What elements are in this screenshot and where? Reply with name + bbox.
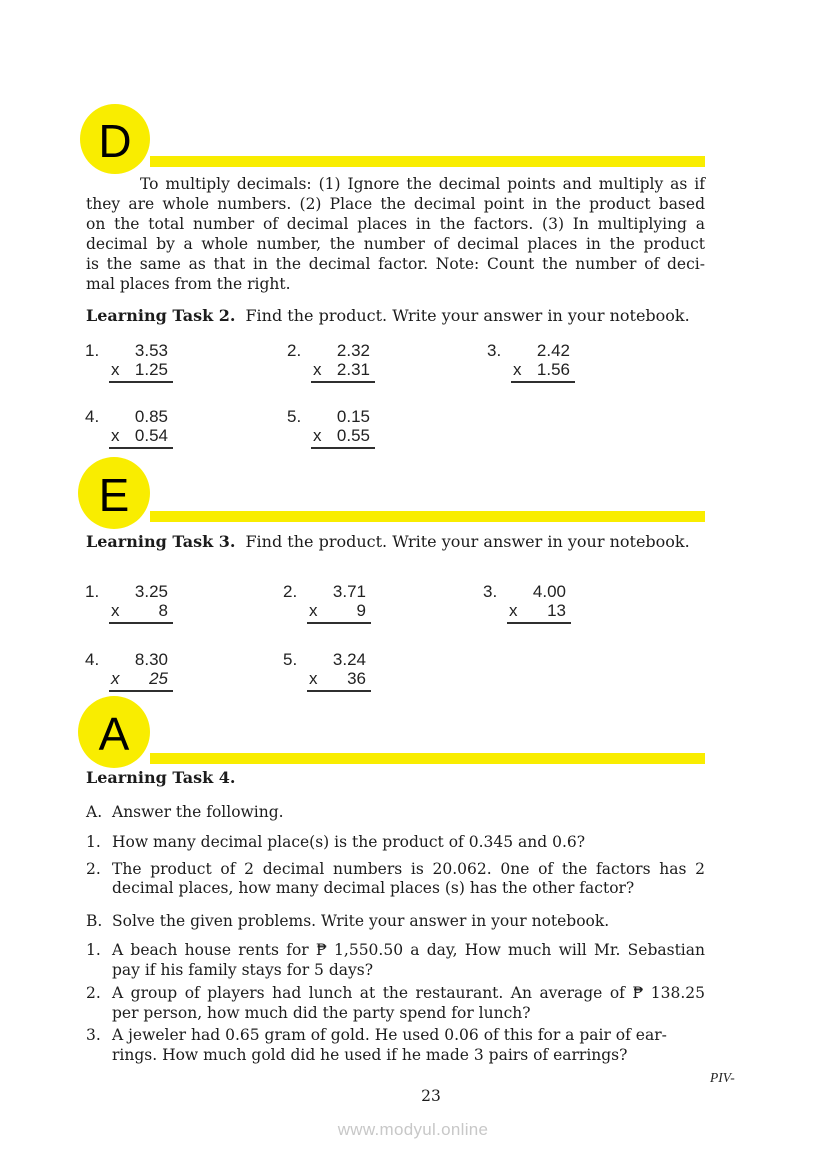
list-item	[86, 983, 705, 1023]
intro-line: they are whole numbers. (2) Place the decimal point in the product based	[86, 195, 705, 213]
list-item-line: per person, how much did the party spend for lunch?	[112, 1004, 531, 1022]
list-item	[86, 860, 705, 898]
problem-multiplicand: 2.42	[536, 341, 570, 360]
problem-multiplicand: 0.85	[134, 407, 168, 426]
task4-heading	[86, 768, 235, 787]
list-item	[86, 940, 705, 980]
list-item	[86, 832, 705, 852]
list-item-number: 1.	[86, 833, 101, 851]
problem-number: 2.	[283, 582, 298, 601]
footer-code: PIV-	[710, 1070, 735, 1085]
list-item-line: A group of players had lunch at the restaurant. An average of ₱ 138.25	[112, 984, 705, 1002]
multiplication-problem	[283, 650, 371, 692]
multiplication-problem	[85, 341, 173, 383]
multiply-sign: x	[111, 601, 120, 620]
multiply-sign: x	[309, 669, 318, 688]
intro-line: mal places from the right.	[86, 275, 291, 293]
part-label: B.	[86, 912, 103, 930]
multiplication-problem	[287, 407, 375, 449]
multiplication-problem	[483, 582, 571, 624]
problem-multiplier: 0.54	[134, 426, 168, 445]
problem-multiplicand: 3.71	[332, 582, 366, 601]
problem-multiplicand: 0.15	[336, 407, 370, 426]
task4-title: Learning Task 4.	[86, 768, 236, 787]
problem-multiplier: 0.55	[336, 426, 370, 445]
section-a-badge	[78, 696, 150, 768]
problem-multiplier: 1.25	[134, 360, 168, 379]
problem-number: 4.	[85, 407, 100, 426]
problem-number: 3.	[487, 341, 502, 360]
list-item-line: A jeweler had 0.65 gram of gold. He used 0.06 of this for a pair of ear-	[112, 1026, 667, 1044]
problem-multiplier: 36	[347, 669, 366, 688]
problem-multiplier: 13	[547, 601, 566, 620]
section-d-divider-bar	[150, 156, 705, 167]
task3-heading	[86, 532, 690, 551]
multiply-sign: x	[309, 601, 318, 620]
list-item-line: decimal places, how many decimal places (s) has the other factor?	[112, 879, 635, 897]
multiply-sign: x	[313, 360, 322, 379]
problem-number: 5.	[283, 650, 298, 669]
intro-paragraph	[86, 174, 705, 294]
list-item-line: The product of 2 decimal numbers is 20.062. 0ne of the factors has 2	[112, 860, 705, 878]
intro-line: is the same as that in the decimal factor. Note: Count the number of deci-	[86, 255, 705, 273]
problem-multiplier: 9	[356, 601, 366, 620]
list-item-line: rings. How much gold did he used if he made 3 pairs of earrings?	[112, 1046, 628, 1064]
problem-multiplicand: 3.53	[134, 341, 168, 360]
problem-multiplicand: 8.30	[134, 650, 168, 669]
multiplication-problem	[85, 650, 173, 692]
intro-line: on the total number of decimal places in the factors. (3) In multiplying a	[86, 215, 705, 233]
list-item-number: 3.	[86, 1026, 101, 1044]
list-item-line: A beach house rents for ₱ 1,550.50 a day, How much will Mr. Sebastian	[112, 941, 705, 959]
task3-title: Learning Task 3.	[86, 532, 236, 551]
problem-multiplicand: 3.25	[134, 582, 168, 601]
task3-instruction: Find the product. Write your answer in your notebook.	[245, 532, 690, 551]
problem-number: 3.	[483, 582, 498, 601]
section-e-letter: E	[98, 468, 130, 521]
multiplication-problem	[287, 341, 375, 383]
section-d-letter: D	[98, 114, 132, 167]
task2-title: Learning Task 2.	[86, 306, 236, 325]
problem-multiplicand: 3.24	[332, 650, 366, 669]
multiplication-problem	[283, 582, 371, 624]
list-item-line: How many decimal place(s) is the product of 0.345 and 0.6?	[112, 833, 586, 851]
section-d-badge	[80, 104, 150, 174]
list-item-line: pay if his family stays for 5 days?	[112, 961, 374, 979]
multiply-sign: x	[111, 360, 120, 379]
problem-number: 4.	[85, 650, 100, 669]
section-e-badge	[78, 457, 150, 529]
problem-number: 2.	[287, 341, 302, 360]
task4-part-b-heading	[86, 911, 705, 931]
problem-multiplier: 8	[158, 601, 168, 620]
problem-multiplicand: 2.32	[336, 341, 370, 360]
multiplication-problem	[85, 582, 173, 624]
multiply-sign: x	[509, 601, 518, 620]
intro-line: decimal by a whole number, the number of decimal places in the product	[86, 235, 705, 253]
problem-multiplier: 1.56	[536, 360, 570, 379]
watermark: www.modyul.online	[337, 1120, 489, 1139]
section-a-letter: A	[98, 707, 130, 760]
list-item-number: 2.	[86, 984, 101, 1002]
problem-multiplier: 2.31	[336, 360, 370, 379]
intro-line: To multiply decimals: (1) Ignore the decimal points and multiply as if	[140, 175, 705, 193]
task2-instruction: Find the product. Write your answer in your notebook.	[245, 306, 690, 325]
task2-heading	[86, 306, 690, 325]
multiplication-problem	[85, 407, 173, 449]
part-heading-text: Answer the following.	[112, 803, 284, 821]
part-heading-text: Solve the given problems. Write your answer in your notebook.	[112, 912, 610, 930]
multiply-sign: x	[111, 426, 120, 445]
section-e-divider-bar	[150, 511, 705, 522]
multiply-sign: x	[313, 426, 322, 445]
problem-multiplier: 25	[149, 669, 168, 688]
list-item-number: 1.	[86, 941, 101, 959]
problem-number: 1.	[85, 582, 100, 601]
multiply-sign: x	[513, 360, 522, 379]
problem-multiplicand: 4.00	[532, 582, 566, 601]
part-label: A.	[86, 803, 103, 821]
problem-number: 5.	[287, 407, 302, 426]
task4-part-a-heading	[86, 802, 705, 822]
list-item	[86, 1025, 705, 1065]
problem-number: 1.	[85, 341, 100, 360]
list-item-number: 2.	[86, 860, 101, 878]
section-a-divider-bar	[150, 753, 705, 764]
page-number: 23	[421, 1087, 441, 1105]
multiplication-problem	[487, 341, 575, 383]
multiply-sign: x	[111, 669, 120, 688]
